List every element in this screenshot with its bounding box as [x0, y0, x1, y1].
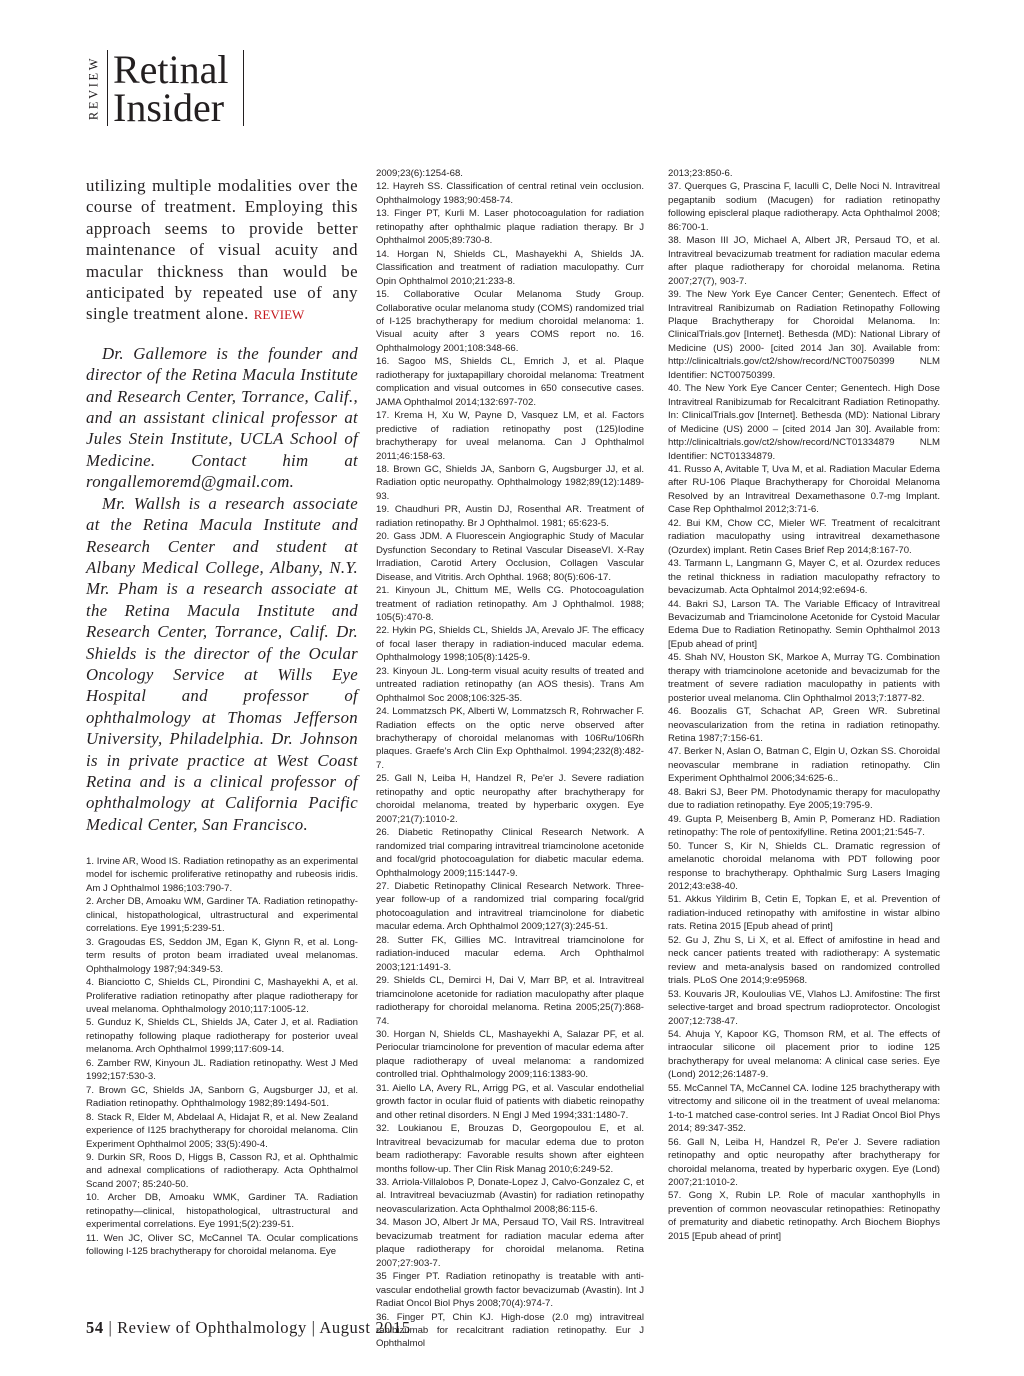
section-label-vertical — [85, 48, 103, 128]
reference-item: 34. Mason JO, Albert Jr MA, Persaud TO, Vail RS. Intravitreal bevacizumab treatment for radiation macular edema after plaque radiotherapy for choroidal melanoma. Retina 2007;27:903-7. — [376, 1217, 644, 1269]
reference-item: 42. Bui KM, Chow CC, Mieler WF. Treatment of recalcitrant radiation maculopathy using intravitreal dexamethasone (Ozurdex) implant. Retin Cases Brief Rep 2014;8:167-70. — [668, 517, 940, 556]
reference-item: 6. Zamber RW, Kinyoun JL. Radiation retinopathy. West J Med 1992;157:530-3. — [86, 1057, 358, 1083]
column-title-line2: Insider — [113, 85, 225, 130]
reference-item: 31. Aiello LA, Avery RL, Arrigg PG, et al. Vascular endothelial growth factor in ocular fluid of patients with diabetic reinopathy and other retinal disorders. N Engl J Med 1994;331:1480-7. — [376, 1082, 644, 1121]
reference-item: 46. Boozalis GT, Schachat AP, Green WR. Subretinal neovascularization from the retina in radiation retinopathy. Retina 1987;7:156-61. — [668, 706, 940, 745]
issue-date: August 2015 — [319, 1318, 411, 1337]
footer-separator: | — [108, 1318, 113, 1337]
reference-item: 36. Finger PT, Chin KJ. High-dose (2.0 mg) intravitreal ranibizumab for recalcitrant radiation retinopathy. Eur J Ophthalmol — [376, 1311, 644, 1350]
reference-item: 57. Gong X, Rubin LP. Role of macular xanthophylls in prevention of common neovascular retinopathies: Retinopathy of prematurity and diabetic retinopathy. Arch Biochem Biophys 2015 [Epub ahead of print] — [668, 1190, 940, 1242]
author-bio-paragraph: Dr. Gallemore is the founder and director of the Retina Macula Institute and Research Center, Torrance, Calif., and an assistant clinical professor at Jules Stein Institute, UCLA School of Medicine. Contact him at rongallemoremd@gmail.com. — [86, 343, 358, 492]
references-column-3 — [668, 167, 940, 1243]
reference-item: 28. Sutter FK, Gillies MC. Intravitreal triamcinolone for radiation-induced macular edema. Arch Ophthalmol 2003;121:1491-3. — [376, 934, 644, 973]
reference-item: 47. Berker N, Aslan O, Batman C, Elgin U, Ozkan SS. Choroidal neovascular membrane in radiation retinopathy. Clin Experiment Ophthalmol 2006;34:625-6.. — [668, 746, 940, 785]
reference-item: 4. Bianciotto C, Shields CL, Pirondini C, Mashayekhi A, et al. Proliferative radiation retinopathy after plaque radiotherapy for uveal melanoma. Ophthalmology 2010;117:1005-12. — [86, 977, 358, 1015]
reference-item: 27. Diabetic Retinopathy Clinical Research Network. Three-year follow-up of a randomized trial comparing focal/grid photocoagulation and intravitreal triamcinolone for diabetic macular edema. Arch Ophthalmol 2009;127(3):245-51. — [376, 881, 644, 933]
reference-item: 40. The New York Eye Cancer Center; Genentech. High Dose Intravitreal Ranibizumab for Recalcitrant Radiation Retinopathy. In: ClinicalTrials.gov [Internet]. Bethesda (MD): National Library of Medicine (US) 2000 – [cited 2014 Jan 30]. Available from: http://clinicaltrials.gov/ct2/show/record/NCT01334879 NLM Identifier: NCT01334879. — [668, 383, 940, 462]
reference-item: 30. Horgan N, Shields CL, Mashayekhi A, Salazar PF, et al. Periocular triamcinolone for prevention of macular edema after plaque radiotherapy of uveal melanoma: a randomized controlled trial. Ophthalmology 2009;116:1383-90. — [376, 1029, 644, 1081]
reference-item: 29. Shields CL, Demirci H, Dai V, Marr BP, et al. Intravitreal triamcinolone acetonide for radiation maculopathy after plaque radiotherapy for choroidal melanoma. Retina 2005;25(7):868-74. — [376, 975, 644, 1027]
reference-item: 17. Krema H, Xu W, Payne D, Vasquez LM, et al. Factors predictive of radiation retinopathy post (125)Iodine brachytherapy for uveal melanoma. Can J Ophthalmol 2011;46:158-63. — [376, 410, 644, 462]
reference-item: 20. Gass JDM. A Fluorescein Angiographic Study of Macular Dysfunction Secondary to Retinal Vascular DiseaseVI. X-Ray Irradiation, Carotid Artery Occlusion, Collagen Vascular Disease, and Vitritis. Arch Ophthal. 1968; 80(5):606-17. — [376, 531, 644, 583]
reference-item: 35 Finger PT. Radiation retinopathy is treatable with anti-vascular endothelial growth factor bevacizumab (Avastin). Int J Radiat Oncol Biol Phys 2008;70(4):974-7. — [376, 1271, 644, 1310]
reference-item: 24. Lommatzsch PK, Alberti W, Lommatzsch R, Rohrwacher F. Radiation effects on the optic nerve observed after brachytherapy of choroidal melanomas with 106Ru/106Rh plaques. Graefe's Arch Clin Exp Ophthalmol. 1994;232(8):482-7. — [376, 706, 644, 771]
reference-item: 5. Gunduz K, Shields CL, Shields JA, Cater J, et al. Radiation retinopathy following plaque radiotherapy for posterior uveal melanoma. Arch Ophthalmol 1999;117:609-14. — [86, 1017, 358, 1056]
reference-item: 12. Hayreh SS. Classification of central retinal vein occlusion. Ophthalmology 1983;90:458-74. — [376, 181, 644, 206]
page-number: 54 — [86, 1318, 104, 1337]
reference-item: 3. Gragoudas ES, Seddon JM, Egan K, Glynn R, et al. Long-term results of proton beam irradiated uveal melanomas. Ophthalmology 1987;94:349-53. — [86, 936, 358, 975]
header-divider-right — [243, 50, 244, 126]
reference-item: 52. Gu J, Zhu S, Li X, et al. Effect of amifostine in head and neck cancer patients treated with radiotherapy: A systematic review and meta-analysis based on randomized controlled trials. PLoS One 2014;9:e95968. — [668, 934, 940, 987]
author-bio — [86, 343, 358, 835]
article-body — [86, 175, 358, 326]
reference-item: 56. Gall N, Leiba H, Handzel R, Pe'er J. Severe radiation retinopathy and optic neuropathy after brachytherapy for choroidal melanoma, treated by hyperbaric oxygen. Eye (Lond) 2007;21:1010-2. — [668, 1136, 940, 1188]
reference-item: 53. Kouvaris JR, Kouloulias VE, Vlahos LJ. Amifostine: The first selective-target and broad spectrum radioprotector. Oncologist 2007;12:738-47. — [668, 988, 940, 1027]
author-bio-paragraph: Mr. Wallsh is a research associate at the Retina Macula Institute and Research Center and student at Albany Medical College, Albany, N.Y. Mr. Pham is a research associate at the Retina Macula Institute and Research Center, Torrance, Calif. Dr. Shields is the director of the Ocular Oncology Service at Wills Eye Hospital and professor of ophthalmology at Thomas Jefferson University, Philadelphia. Dr. Johnson is in private practice at West Coast Retina and is a clinical professor of ophthalmology at California Pacific Medical Center, San Francisco. — [86, 493, 358, 834]
page-footer — [86, 1318, 411, 1338]
reference-item: 2009;23(6):1254-68. — [376, 168, 463, 179]
article-column — [86, 175, 358, 835]
section-label-text: REVIEW — [86, 55, 101, 121]
reference-item: 9. Durkin SR, Roos D, Higgs B, Casson RJ, et al. Ophthalmic and adnexal complications of radiotherapy. Acta Ophthalmol Scand 2007; 85:240-50. — [86, 1151, 358, 1190]
reference-item: 15. Collaborative Ocular Melanoma Study Group. Collaborative ocular melanoma study (COMS) randomized trial of I-125 brachytherapy for medium choroidal melanoma: 1. Visual acuity after 3 years COMS report no. 16. Ophthalmology 2001;108:348-66. — [376, 289, 644, 354]
reference-item: 19. Chaudhuri PR, Austin DJ, Rosenthal AR. Treatment of radiation retinopathy. Br J Ophthalmol. 1981; 65:623-5. — [376, 504, 644, 529]
reference-item: 54. Ahuja Y, Kapoor KG, Thomson RM, et al. The effects of intraocular silicone oil placement prior to iodine 125 brachytherapy for uveal melanoma: A clinical case series. Eye (Lond) 2012;26:1487-9. — [668, 1029, 940, 1081]
reference-item: 38. Mason III JO, Michael A, Albert JR, Persaud TO, et al. Intravitreal bevacizumab treatment for radiation macular edema after plaque radiotherapy for choroidal melanoma. Retina 2007;27(7), 903-7. — [668, 235, 940, 287]
end-mark: REVIEW — [253, 307, 305, 323]
reference-item: 25. Gall N, Leiba H, Handzel R, Pe'er J. Severe radiation retinopathy and optic neuropathy after brachytherapy for choroidal melanoma, treated by hyperbaric oxygen. Eye 2007;21(7):1010-2. — [376, 773, 644, 825]
reference-item: 18. Brown GC, Shields JA, Sanborn G, Augsburger JJ, et al. Radiation optic neuropathy. Ophthalmology 1982;89(12):1489-93. — [376, 463, 644, 502]
reference-item: 16. Sagoo MS, Shields CL, Emrich J, et al. Plaque radiotherapy for juxtapapillary choroidal melanoma: Treatment complication and visual outcomes in 650 consecutive cases. JAMA Ophthalmol 2014;132:697-702. — [376, 356, 644, 408]
reference-item: 32. Loukianou E, Brouzas D, Georgopoulou E, et al. Intravitreal bevacizumab for macular edema due to proton beam radiotherapy: Favorable results shown after eighteen months follow-up. Ther Clin Risk Manag 2010;6:249-52. — [376, 1123, 644, 1175]
reference-item: 13. Finger PT, Kurli M. Laser photocoagulation for radiation retinopathy after ophthalmic plaque radiation therapy. Br J Ophthalmol 2005;89:730-8. — [376, 208, 644, 247]
reference-item: 41. Russo A, Avitable T, Uva M, et al. Radiation Macular Edema after RU-106 Plaque Brachytherapy for Choroidal Melanoma Resolved by an Intravitreal Dexamethasone 0.7-mg Implant. Case Rep Ophthalmol 2012;3:71-6. — [668, 463, 940, 516]
reference-item: 26. Diabetic Retinopathy Clinical Research Network. A randomized trial comparing intravitreal triamcinolone acetonide and focal/grid photocoagulation for diabetic macular edema. Ophthalmology 2009;115:1447-9. — [376, 827, 644, 879]
references-column-1 — [86, 855, 358, 1259]
reference-item: 49. Gupta P, Meisenberg B, Amin P, Pomeranz HD. Radiation retinopathy: The role of pentoxifylline. Retina 2001;21:545-7. — [668, 813, 940, 839]
reference-item: 48. Bakri SJ, Beer PM. Photodynamic therapy for maculopathy due to radiation retinopathy. Eye 2005;19:795-9. — [668, 786, 940, 812]
reference-item: 37. Querques G, Prascina F, Iaculli C, Delle Noci N. Intravitreal pegaptanib sodium (Macugen) for radiation retinopathy following episcleral plaque radiotherapy. Acta Ophthalmol 2008; 86:700-1. — [668, 181, 940, 233]
reference-item: 33. Arriola-Villalobos P, Donate-Lopez J, Calvo-Gonzalez C, et al. Intravitreal bevaciuzmab (Avastin) for radiation retinopathy neovascularization. Acta Ophthalmol 2008;86:115-6. — [376, 1176, 644, 1215]
reference-item: 11. Wen JC, Oliver SC, McCannel TA. Ocular complications following I-125 brachytherapy for choroidal melanoma. Eye — [86, 1232, 358, 1258]
reference-item: 8. Stack R, Elder M, Abdelaal A, Hidajat R, et al. New Zealand experience of I125 brachytherapy for choroidal melanoma. Clin Experiment Ophthalmol 2005; 33(5):490-4. — [86, 1111, 358, 1150]
references-column-2 — [376, 167, 644, 1351]
reference-item: 1. Irvine AR, Wood IS. Radiation retinopathy as an experimental model for ischemic proliferative retinopathy and rubeosis iridis. Am J Ophthalmol 1986;103:790-7. — [86, 856, 358, 894]
reference-item: 23. Kinyoun JL. Long-term visual acuity results of treated and untreated radiation retinopathy (an AOS thesis). Trans Am Ophthalmol Soc 2008;106:325-35. — [376, 665, 644, 704]
article-body-text: utilizing multiple modalities over the course of treatment. Employing this approach seems to provide better maintenance of visual acuity and macular thickness than would be anticipated by repeated use of any single treatment alone. — [86, 176, 358, 324]
reference-item: 21. Kinyoun JL, Chittum ME, Wells CG. Photocoagulation treatment of radiation retinopathy. Am J Ophthalmol. 1988; 105(5):470-8. — [376, 585, 644, 623]
reference-item: 45. Shah NV, Houston SK, Markoe A, Murray TG. Combination therapy with triamcinolone acetonide and bevacizumab for the treatment of severe radiation maculopathy in patients with posterior uveal melanoma. Clin Ophthalmol 2013;7:1877-82. — [668, 652, 940, 704]
reference-item: 7. Brown GC, Shields JA, Sanborn G, Augsburger JJ, et al. Radiation retinopathy. Ophthalmology 1982;89:1494-501. — [86, 1084, 358, 1110]
reference-item: 50. Tuncer S, Kir N, Shields CL. Dramatic regression of amelanotic choroidal melanoma with PDT following poor response to brachytherapy. Ophthalmic Surg Lasers Imaging 2012;43:e38-40. — [668, 840, 940, 893]
reference-item: 51. Akkus Yildirim B, Cetin E, Topkan E, et al. Prevention of radiation-induced retinopathy with amifostine in wistar albino rats. Retina 2015 [Epub ahead of print] — [668, 894, 940, 933]
publication-name: Review of Ophthalmology — [117, 1318, 307, 1337]
reference-item: 39. The New York Eye Cancer Center; Genentech. Effect of Intravitreal Ranibizumab on Radiation Retinopathy Following Plaque Brachytherapy for Choroidal Melanoma. In: ClinicalTrials.gov [Internet]. Bethesda (MD): National Library of Medicine (US) 2000- [cited 2014 Jan 30]. Available from: http://clinicaltrials.gov/ct2/show/record/NCT00750399 NLM Identifier: NCT00750399. — [668, 289, 940, 381]
reference-item: 2013;23:850-6. — [668, 168, 733, 179]
reference-item: 10. Archer DB, Amoaku WMK, Gardiner TA. Radiation retinopathy—clinical, histopathological, ultrastructural and experimental correlations. Eye 1991;5(2):239-51. — [86, 1192, 358, 1231]
reference-item: 43. Tarmann L, Langmann G, Mayer C, et al. Ozurdex reduces the retinal thickness in radiation maculopathy refractory to bevacizumab. Acta Ophtalmol 2014;92:e694-6. — [668, 558, 940, 597]
reference-item: 55. McCannel TA, McCannel CA. Iodine 125 brachytherapy with vitrectomy and silicone oil in the treatment of uveal melanoma: 1-to-1 matched case-control series. Int J Radiat Oncol Biol Phys 2014; 89:347-352. — [668, 1082, 940, 1135]
reference-item: 2. Archer DB, Amoaku WM, Gardiner TA. Radiation retinopathy-clinical, histopathological, ultrastructural and experimental correlations. Eye 1991;5:239-51. — [86, 896, 358, 935]
reference-item: 22. Hykin PG, Shields CL, Shields JA, Arevalo JF. The efficacy of focal laser therapy in radiation-induced macular edema. Ophthalmology 1998;105(8):1425-9. — [376, 625, 644, 664]
header-divider-left — [107, 50, 108, 126]
footer-separator: | — [311, 1318, 316, 1337]
reference-item: 14. Horgan N, Shields CL, Mashayekhi A, Shields JA. Classification and treatment of radiation maculopathy. Curr Opin Ophthalmol 2010;21:233-8. — [376, 248, 644, 287]
column-title-line1: Retinal — [113, 47, 229, 92]
reference-item: 44. Bakri SJ, Larson TA. The Variable Efficacy of Intravitreal Bevacizumab and Triamcinolone Acetonide for Cystoid Macular Edema Due to Radiation Retinopathy. Semin Ophthalmol 2013 [Epub ahead of print] — [668, 598, 940, 650]
